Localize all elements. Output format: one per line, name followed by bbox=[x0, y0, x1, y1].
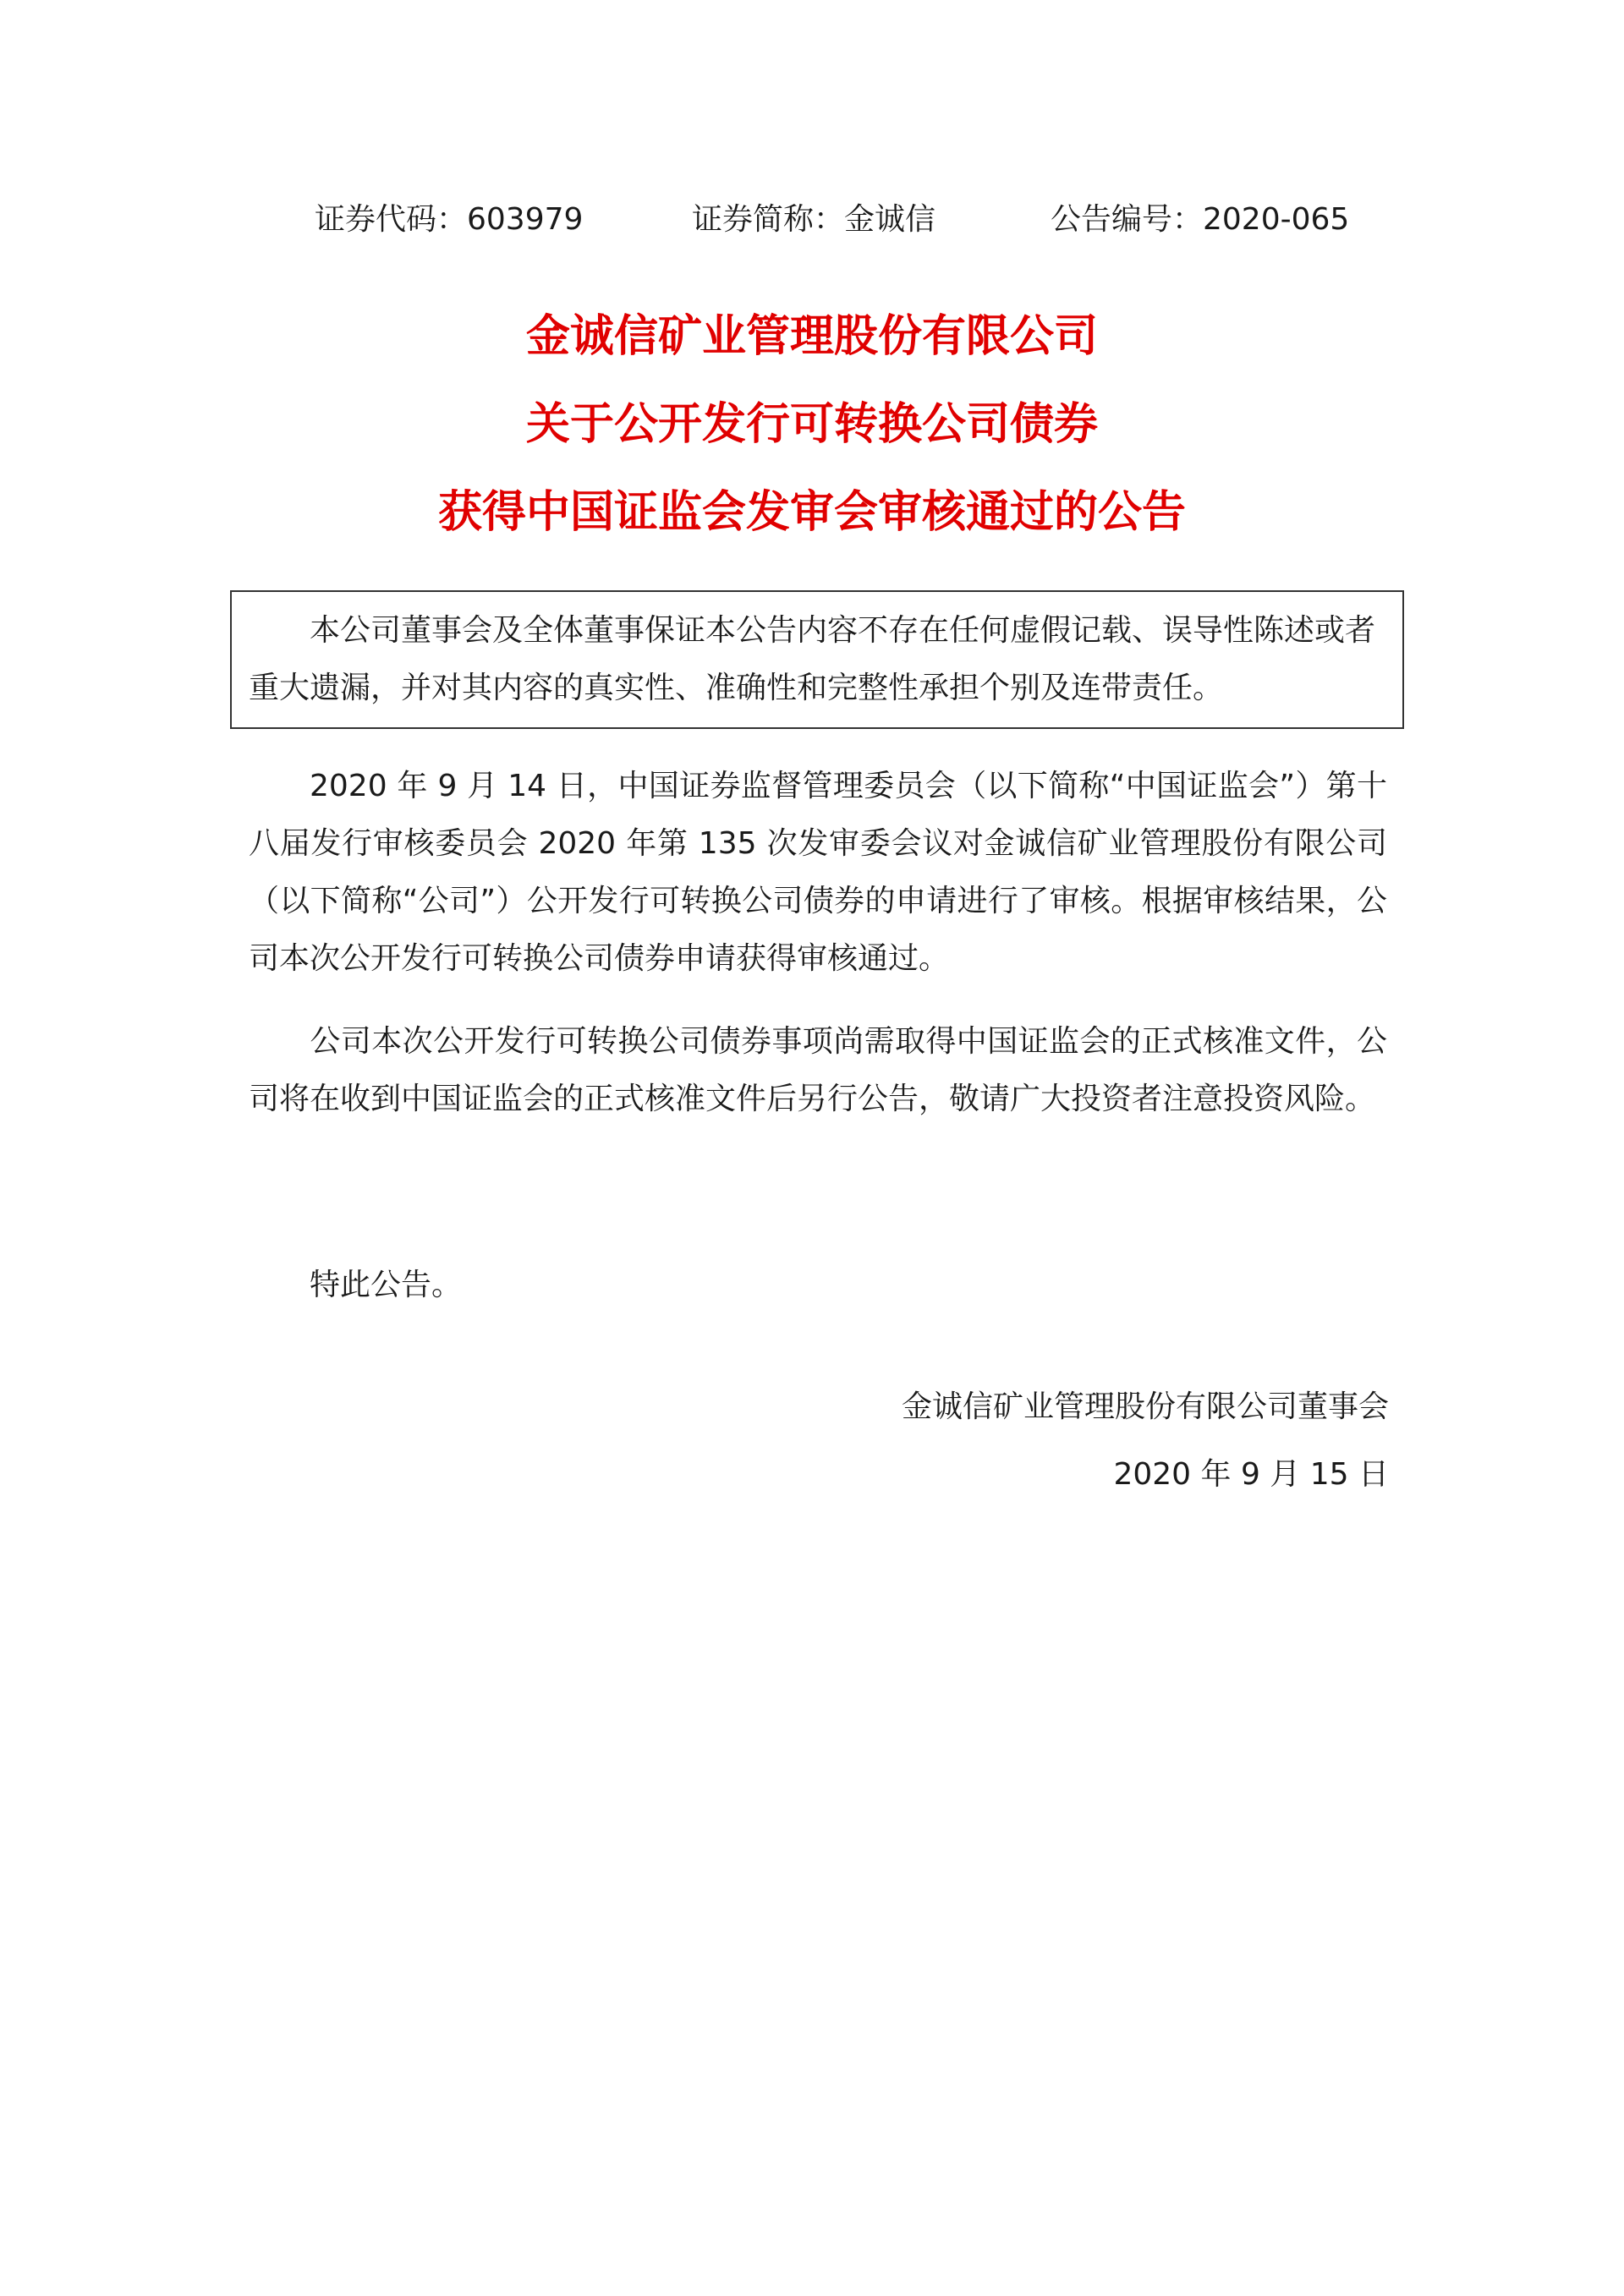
body-paragraph-1 bbox=[249, 758, 1387, 988]
signature-date: 2020 年 9 月 15 日 bbox=[1113, 1457, 1389, 1492]
title-line-1: 金诚信矿业管理股份有限公司 bbox=[525, 311, 1098, 362]
security-abbreviation: 证券简称：金诚信 bbox=[692, 202, 936, 237]
disclaimer-text: 本公司董事会及全体董事保证本公告内容不存在任何虚假记载、误导性陈述或者重大遗漏，并对其内容的真实性、准确性和完整性承担个别及连带责任。 bbox=[249, 613, 1376, 705]
announcement-number: 公告编号：2020-065 bbox=[1051, 202, 1350, 237]
title-line-2: 关于公开发行可转换公司债券 bbox=[525, 399, 1098, 450]
paragraph-1-text: 2020 年 9 月 14 日，中国证券监督管理委员会（以下简称“中国证监会”）第十八届发行审核委员会 2020 年第 135 次发审委会议对金诚信矿业管理股份有限公司（以下简称“公司”）公开发行可转换公司债券的申请进行了审核。根据审核结果，公司本次公开发行可转换公司债券申请获得审核通过。 bbox=[249, 769, 1387, 976]
closing-statement: 特此公告。 bbox=[310, 1268, 463, 1302]
body-paragraph-2 bbox=[249, 1013, 1387, 1128]
signature-company: 金诚信矿业管理股份有限公司董事会 bbox=[901, 1389, 1389, 1424]
title-line-3: 获得中国证监会发审会审核通过的公告 bbox=[437, 487, 1186, 538]
disclaimer-box bbox=[230, 590, 1404, 729]
security-code: 证券代码：603979 bbox=[315, 202, 584, 237]
paragraph-2-text: 公司本次公开发行可转换公司债券事项尚需取得中国证监会的正式核准文件，公司将在收到中国证监会的正式核准文件后另行公告，敬请广大投资者注意投资风险。 bbox=[249, 1024, 1387, 1116]
